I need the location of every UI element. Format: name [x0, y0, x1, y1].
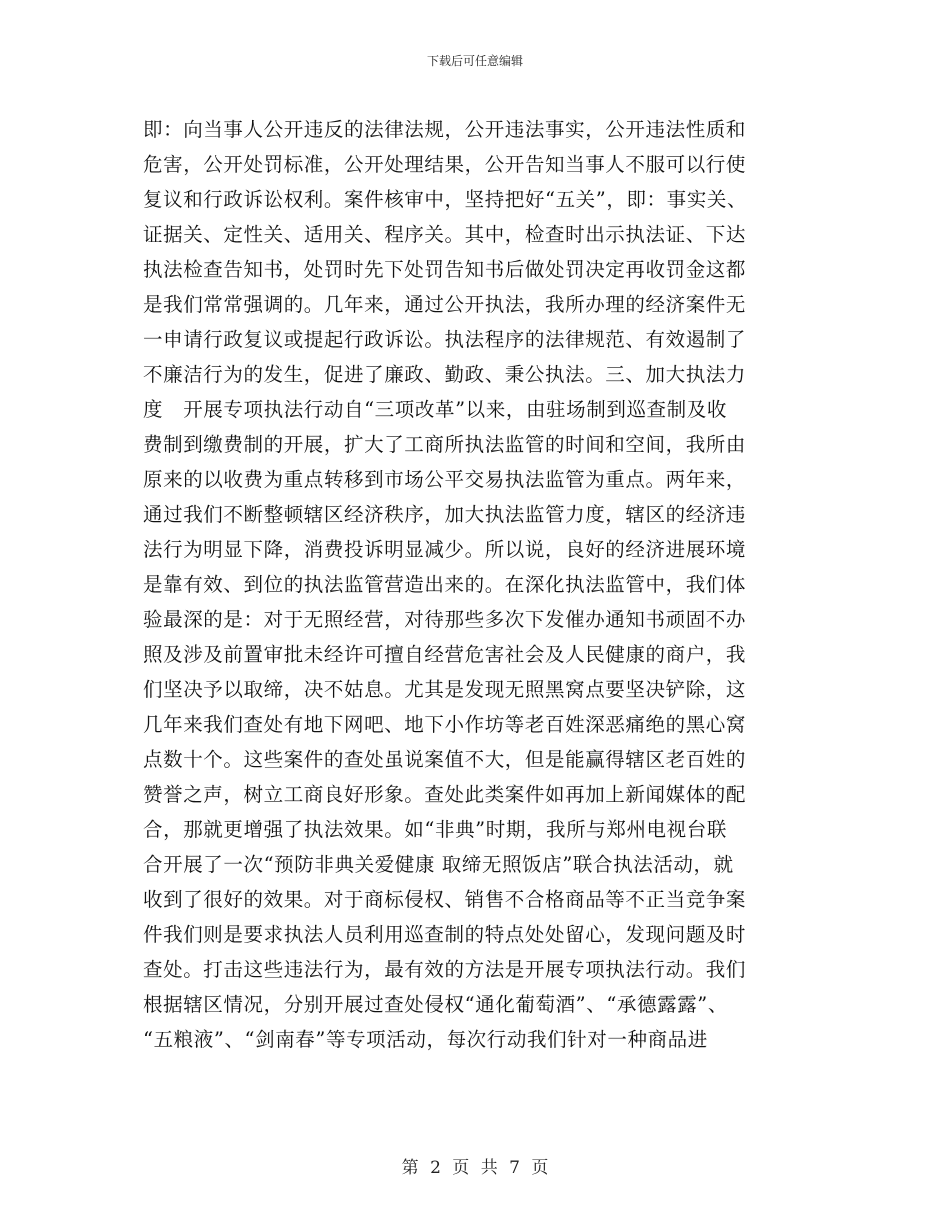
- text-line: 收到了很好的效果。对于商标侵权、销售不合格商品等不正当竞争案: [143, 888, 747, 911]
- text-line: 执法检查告知书，处罚时先下处罚告知书后做处罚决定再收罚金这都: [143, 258, 747, 281]
- text-line: 们坚决予以取缔，决不姑息。尤其是发现无照黑窝点要坚决铲除，这: [143, 678, 747, 701]
- text-line: 是我们常常强调的。几年来，通过公开执法，我所办理的经济案件无: [143, 293, 747, 316]
- text-line: 照及涉及前置审批未经许可擅自经营危害社会及人民健康的商户，我: [143, 643, 747, 666]
- text-line: 不廉洁行为的发生，促进了廉政、勤政、秉公执法。三、加大执法力: [143, 363, 747, 386]
- text-line: 通过我们不断整顿辖区经济秩序，加大执法监管力度，辖区的经济违: [143, 503, 747, 526]
- text-line: 几年来我们查处有地下网吧、地下小作坊等老百姓深恶痛绝的黑心窝: [143, 713, 747, 736]
- text-line: 件我们则是要求执法人员利用巡查制的特点处处留心，发现问题及时: [143, 923, 747, 946]
- text-line: 原来的以收费为重点转移到市场公平交易执法监管为重点。两年来，: [143, 468, 747, 491]
- text-line: 法行为明显下降，消费投诉明显减少。所以说，良好的经济进展环境: [143, 538, 747, 561]
- text-line: 费制到缴费制的开展，扩大了工商所执法监管的时间和空间，我所由: [143, 433, 747, 456]
- text-line: 查处。打击这些违法行为，最有效的方法是开展专项执法行动。我们: [143, 958, 747, 981]
- page-header: 下载后可任意编辑: [426, 54, 523, 68]
- text-line: 合开展了一次“预防非典关爱健康 取缔无照饭店”联合执法活动，就: [143, 853, 734, 876]
- text-line: 根据辖区情况，分别开展过查处侵权“通化葡萄酒”、“承德露露”、: [143, 993, 728, 1016]
- text-line: 合，那就更增强了执法效果。如“非典”时期，我所与郑州电视台联: [143, 818, 727, 841]
- text-line: 度 开展专项执法行动自“三项改革”以来，由驻场制到巡查制及收: [143, 398, 727, 421]
- text-line: 是靠有效、到位的执法监管营造出来的。在深化执法监管中，我们体: [143, 573, 747, 596]
- body-text: [143, 112, 813, 1057]
- text-line: 一申请行政复议或提起行政诉讼。执法程序的法律规范、有效遏制了: [143, 328, 747, 351]
- text-line: 验最深的是：对于无照经营，对待那些多次下发催办通知书顽固不办: [143, 608, 747, 631]
- page-number-footer: 第 2 页 共 7 页: [401, 1158, 549, 1178]
- text-line: 复议和行政诉讼权利。案件核审中，坚持把好“五关”，即：事实关、: [143, 188, 748, 211]
- text-line: 赞誉之声，树立工商良好形象。查处此类案件如再加上新闻媒体的配: [143, 783, 747, 806]
- text-line: 危害，公开处罚标准，公开处理结果，公开告知当事人不服可以行使: [143, 153, 747, 176]
- text-line: 点数十个。这些案件的查处虽说案值不大，但是能赢得辖区老百姓的: [143, 748, 747, 771]
- text-line: 即：向当事人公开违反的法律法规，公开违法事实，公开违法性质和: [143, 118, 747, 141]
- text-line: “五粮液”、“剑南春”等专项活动，每次行动我们针对一种商品进: [143, 1028, 708, 1051]
- text-line: 证据关、定性关、适用关、程序关。其中，检查时出示执法证、下达: [143, 223, 747, 246]
